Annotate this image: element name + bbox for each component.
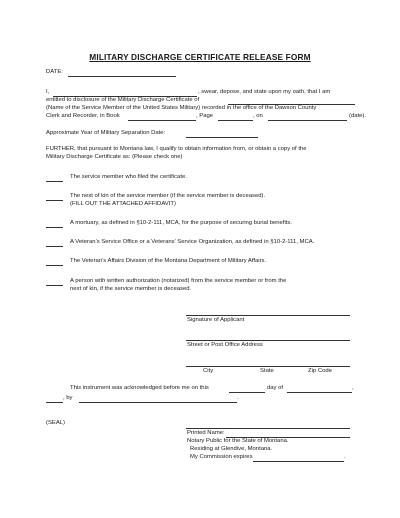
notary-line2: Notary Public for the State of Montana. [187, 438, 289, 444]
option-checkbox[interactable] [46, 285, 63, 286]
option-checkbox[interactable] [46, 227, 63, 228]
option-checkbox[interactable] [46, 181, 63, 182]
further-line2: Military Discharge Certificate as: (Please check one) [46, 154, 183, 160]
ack-by-field[interactable] [79, 402, 237, 403]
page-field[interactable] [218, 120, 253, 121]
option-label: A mortuary, as defined in §10-2-111, MCA, for the purpose of securing burial benefits. [70, 220, 292, 226]
state-label: State [260, 368, 274, 374]
date-field[interactable] [68, 76, 176, 77]
commission-period: . [344, 454, 346, 460]
ack-period: . [237, 395, 239, 401]
oath-line3-text: (Name of the Service Member of the United States Military) recorded in the office of the Dawson County [46, 105, 317, 111]
oath-line2-text: entitled to disclosure of the Military Discharge Certificate of [46, 97, 200, 103]
page-label: , Page [196, 113, 214, 119]
separation-label: Approximate Year of Military Separation Date: [46, 130, 166, 136]
date-suffix: (date). [349, 113, 367, 119]
oath-i-label: I, [46, 89, 50, 95]
signature-label: Signature of Applicant [187, 317, 245, 323]
oath-line4-text: Clerk and Recorder, in Book [46, 113, 120, 119]
option-sublabel: next of kin, if the service member is deceased. [70, 286, 192, 292]
recorded-date-field[interactable] [268, 120, 347, 121]
notary-signature-field[interactable] [186, 428, 350, 429]
option-label: A person with written authorization (notarized) from the service member or from the [70, 278, 287, 284]
option-checkbox[interactable] [46, 246, 63, 247]
day-of-label: day of [267, 385, 284, 391]
option-label: The next of kin of the service member (if the service member is deceased). [70, 193, 266, 199]
commission-label: My Commission expires [190, 454, 253, 460]
by-label: , by [63, 395, 73, 401]
option-checkbox[interactable] [46, 265, 63, 266]
ack-comma: , [352, 385, 354, 391]
seal-label: (SEAL) [46, 420, 65, 426]
address-field[interactable] [186, 340, 350, 341]
ack-year-field[interactable] [46, 402, 63, 403]
ack-month-field[interactable] [287, 392, 352, 393]
book-field[interactable] [128, 120, 196, 121]
on-label: , on [253, 113, 263, 119]
option-checkbox[interactable] [46, 200, 63, 201]
address-label: Street or Post Office Address [187, 342, 263, 348]
option-sublabel: (FILL OUT THE ATTACHED AFFIDAVIT) [70, 201, 176, 207]
zip-label: Zip Code [308, 368, 332, 374]
option-label: A Veteran’s Service Office or a Veterans’ Service Organization, as defined in §10-2-111, MCA. [70, 239, 315, 245]
signature-field[interactable] [186, 315, 350, 316]
option-label: The service member who filed the certificate. [70, 174, 187, 180]
date-label: DATE: [46, 69, 63, 75]
oath-line1-text: , swear, depose, and state upon my oath, that I am [198, 89, 331, 95]
further-line1: FURTHER, that pursuant to Montana law, I qualify to obtain information from, or obtain a copy of the [46, 146, 307, 152]
notary-line3: Residing at Glendive, Montana. [190, 446, 273, 452]
separation-year-field[interactable] [186, 137, 258, 138]
ack-day-field[interactable] [229, 392, 265, 393]
form-title: MILITARY DISCHARGE CERTIFICATE RELEASE FORM [89, 52, 311, 62]
commission-expires-field[interactable] [253, 461, 344, 462]
printed-name-label: Printed Name: [187, 430, 225, 436]
city-label: City [203, 368, 214, 374]
ack-text: This instrument was acknowledged before me on this [70, 385, 209, 391]
city-state-zip-field[interactable] [186, 366, 350, 367]
option-label: The Veteran’s Affairs Division of the Montana Department of Military Affairs. [70, 258, 267, 264]
